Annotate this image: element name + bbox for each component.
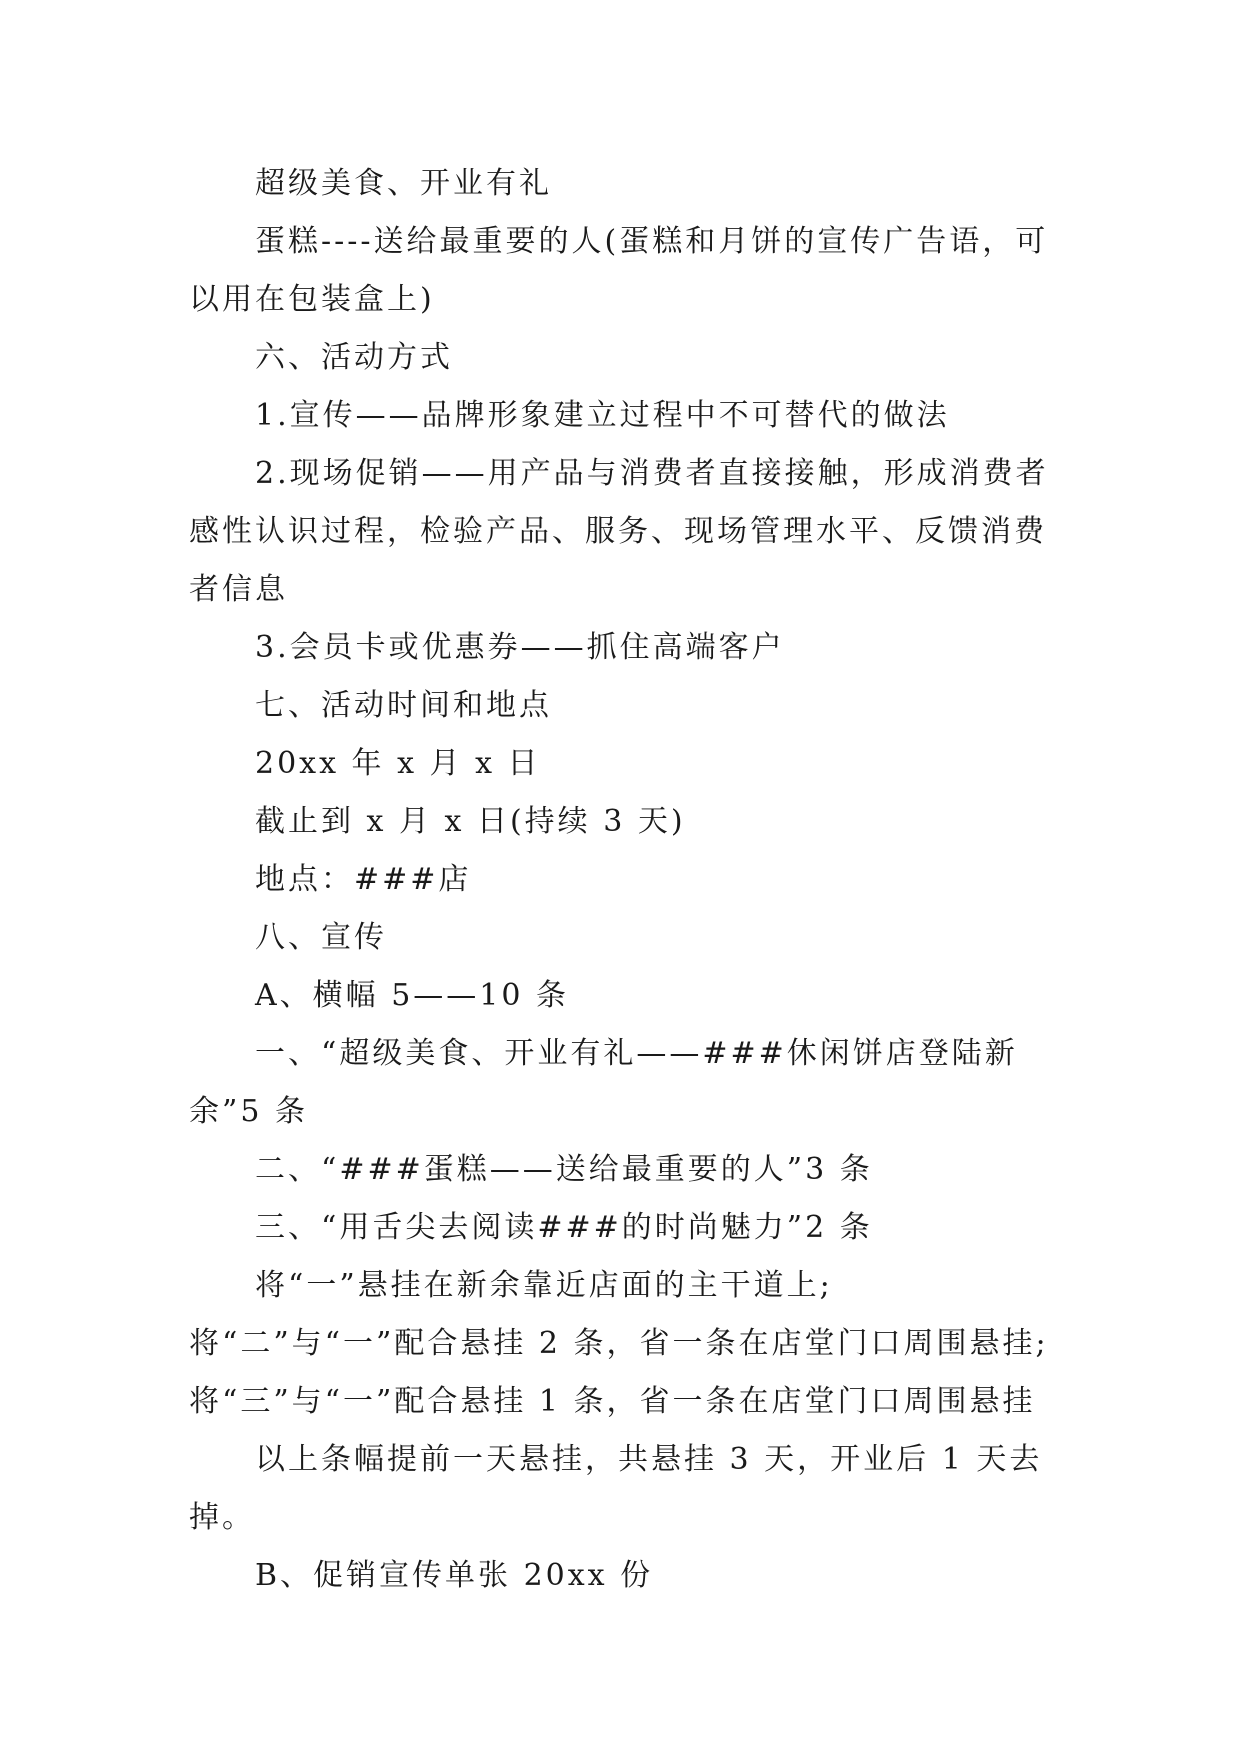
heading-publicity: 八、宣传 xyxy=(255,920,387,955)
paragraph-slogan: 超级美食、开业有礼 xyxy=(255,166,552,201)
list-item-onsite-promotion: 2.现场促销——用产品与消费者直接接触，形成消费者感性认识过程，检验产品、服务、现场管理水平、反馈消费者信息 xyxy=(189,456,1049,607)
paragraph-hanging-plan: 将“一”悬挂在新余靠近店面的主干道上;将“二”与“一”配合悬挂 2 条，省一条在店堂门口周围悬挂;将“三”与“一”配合悬挂 1 条，省一条在店堂门口周围悬挂 xyxy=(189,1268,1049,1419)
list-item-membership: 3.会员卡或优惠券——抓住高端客户 xyxy=(255,630,785,665)
banner-item-two: 二、“###蛋糕——送给最重要的人”3 条 xyxy=(255,1152,873,1187)
banner-item-three: 三、“用舌尖去阅读###的时尚魅力”2 条 xyxy=(255,1210,873,1245)
heading-time-place: 七、活动时间和地点 xyxy=(255,688,552,723)
paragraph-flyers: B、促销宣传单张 20xx 份 xyxy=(255,1558,654,1593)
paragraph-location: 地点：###店 xyxy=(255,862,472,897)
paragraph-deadline: 截止到 x 月 x 日(持续 3 天) xyxy=(255,804,686,839)
paragraph-date: 20xx 年 x 月 x 日 xyxy=(255,746,541,781)
paragraph-banners: A、横幅 5——10 条 xyxy=(255,978,569,1013)
paragraph-cake-slogan: 蛋糕----送给最重要的人(蛋糕和月饼的宣传广告语，可以用在包装盒上) xyxy=(189,224,1049,317)
document-body xyxy=(189,155,1069,1605)
paragraph-hanging-schedule: 以上条幅提前一天悬挂，共悬挂 3 天，开业后 1 天去掉。 xyxy=(189,1442,1043,1535)
list-item-publicity: 1.宣传——品牌形象建立过程中不可替代的做法 xyxy=(255,398,950,433)
banner-item-one: 一、“超级美食、开业有礼——###休闲饼店登陆新余”5 条 xyxy=(189,1036,1018,1129)
heading-activity-method: 六、活动方式 xyxy=(255,340,453,375)
